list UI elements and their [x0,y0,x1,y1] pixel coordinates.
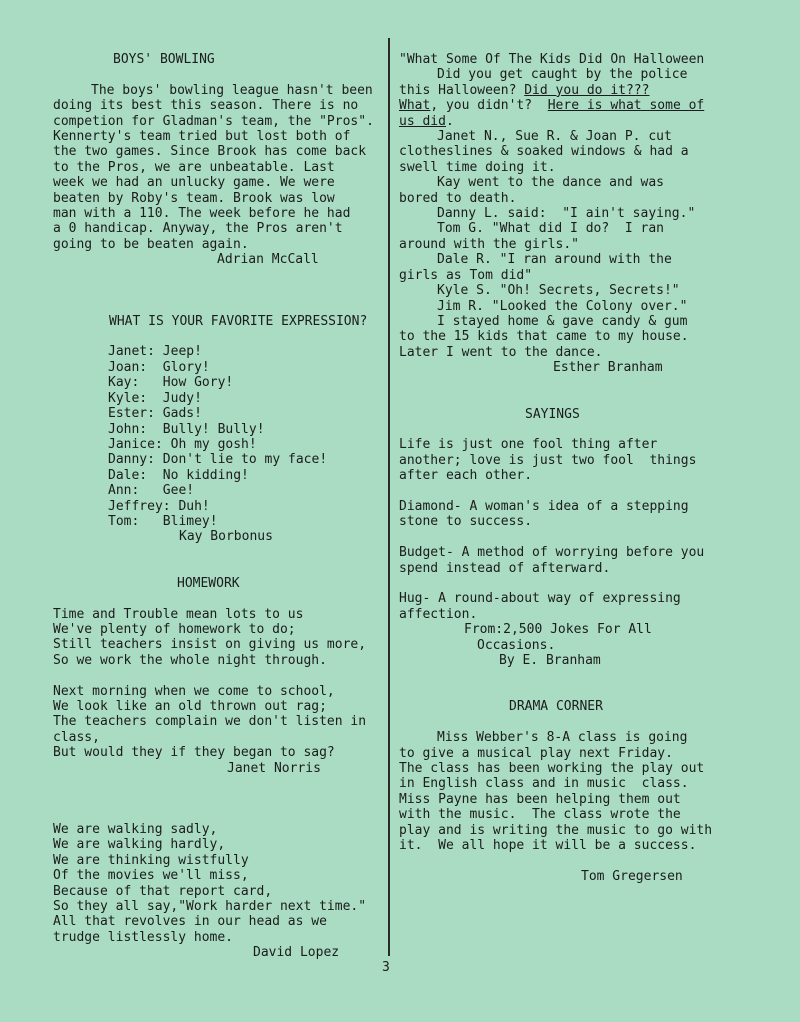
underlined-text: Did you do it??? [524,82,650,98]
list-item: Ester: Gads! [108,406,202,422]
text-line: Dale R. "I ran around with the [437,252,672,268]
text-line: Miss Payne has been helping them out [399,791,681,807]
text-line: this Halloween? Did you do it??? [399,82,650,98]
text-line: another; love is just two fool things [399,452,697,468]
text-line: to the Pros, we are unbeatable. Last [53,159,335,175]
byline: David Lopez [253,945,340,961]
text-line: Diamond- A woman's idea of a stepping [399,498,689,514]
poem-line: trudge listlessly home. [53,929,234,945]
left-column [53,52,383,961]
halloween-title: "What Some Of The Kids Did On Halloween [399,52,705,67]
underlined-text: Here is what some of [547,98,705,114]
poem-line: We are thinking wistfully [53,852,249,868]
drama-corner-title: DRAMA CORNER [509,699,603,715]
text-line: the two games. Since Brook has come back [53,144,367,160]
underlined-text: us did [399,113,446,129]
text-line: Budget- A method of worrying before you [399,545,705,561]
poem-line: The teachers complain we don't listen in [53,714,367,730]
poem-line: We are walking sadly, [53,822,218,837]
text-line: Kay went to the dance and was [437,175,664,191]
favorite-expression-title: WHAT IS YOUR FAVORITE EXPRESSION? [109,313,368,329]
text-line: The class has been working the play out [399,760,705,776]
source-line: From:2,500 Jokes For All [464,622,652,638]
list-item: Tom: Blimey! [108,513,218,529]
text-line: us did. [399,113,454,129]
boys-bowling-title: BOYS' BOWLING [113,52,215,67]
list-item: Dale: No kidding! [108,467,249,483]
column-divider [388,38,390,956]
poem-line: So they all say,"Work harder next time." [53,899,367,915]
text-line: Miss Webber's 8-A class is going [437,730,688,746]
text-line: week we had an unlucky game. We were [53,175,335,191]
list-item: Janet: Jeep! [108,344,202,360]
text-line: going to be beaten again. [53,236,249,252]
drama-corner-body [399,730,739,884]
underlined-text: What [399,98,431,114]
poem-line: Next morning when we come to school, [53,683,335,699]
halloween-body [399,67,739,375]
text-line: Danny L. said: "I ain't saying." [437,206,696,222]
text-line: Life is just one fool thing after [399,437,658,453]
list-item: Kay: How Gory! [108,375,234,391]
walking-poem [53,822,383,961]
list-item: Ann: Gee! [108,483,195,499]
text-line: bored to death. [399,190,517,206]
text-line: competion for Gladman's team, the "Pros". [53,113,374,129]
list-item: John: Bully! Bully! [108,421,265,437]
text-line: Janet N., Sue R. & Joan P. cut [437,129,672,145]
poem-line: All that revolves in our head as we [53,914,327,930]
poem-line: We look like an old thrown out rag; [53,698,327,714]
byline: Esther Branham [553,360,663,376]
text-line: around with the girls." [399,236,580,252]
favorite-expression-list [53,344,383,544]
list-item: Danny: Don't lie to my face! [108,452,328,468]
text-line: it. We all hope it will be a success. [399,838,697,854]
poem-line: class, [53,729,100,745]
page-number: 3 [382,960,390,975]
poem-line: We've plenty of homework to do; [53,621,296,637]
text-line: stone to success. [399,514,533,530]
text-line: play and is writing the music to go with [399,822,713,838]
homework-poem [53,607,383,776]
poem-line: Still teachers insist on giving us more, [53,637,367,653]
source-line: Occasions. [477,637,556,653]
list-item: Kyle: Judy! [108,390,202,406]
text-line: Kyle S. "Oh! Secrets, Secrets!" [437,283,680,299]
list-item: Jeffrey: Duh! [108,498,210,514]
list-item: Janice: Oh my gosh! [108,436,257,452]
text-line: Tom G. "What did I do? I ran [437,221,664,237]
text-line: swell time doing it. [399,159,556,175]
text-line: doing its best this season. There is no [53,98,359,114]
text-line: to the 15 kids that came to my house. [399,329,689,345]
text-line: Later I went to the dance. [399,344,603,360]
byline: Kay Borbonus [179,529,273,545]
text-line: Hug- A round-about way of expressing [399,591,681,607]
text-line: clotheslines & soaked windows & had a [399,144,689,160]
poem-line: Time and Trouble mean lots to us [53,606,304,622]
text-line: Jim R. "Looked the Colony over." [437,298,688,314]
text-line: The boys' bowling league hasn't been [91,82,373,98]
byline: Adrian McCall [217,252,319,268]
poem-line: Of the movies we'll miss, [53,868,249,884]
boys-bowling-body [53,83,383,268]
poem-line: Because of that report card, [53,883,273,899]
text-line: in English class and in music class. [399,776,689,792]
text-line: Did you get caught by the police [437,67,688,83]
byline: By E. Branham [499,652,601,668]
text-line: with the music. The class wrote the [399,807,681,823]
text-line: spend instead of afterward. [399,560,611,576]
sayings-body [399,437,739,668]
text-line: after each other. [399,468,533,484]
byline: Tom Gregersen [581,868,683,884]
text-line: affection. [399,606,478,622]
poem-line: So we work the whole night through. [53,652,327,668]
text-line: I stayed home & gave candy & gum [437,313,688,329]
text-line: Kennerty's team tried but lost both of [53,129,351,145]
text-line: man with a 110. The week before he had [53,206,351,222]
text-line: beaten by Roby's team. Brook was low [53,190,335,206]
text-line: What, you didn't? Here is what some of [399,98,705,114]
text-line: a 0 handicap. Anyway, the Pros aren't [53,221,343,237]
poem-line: We are walking hardly, [53,837,226,853]
homework-title: HOMEWORK [177,575,240,591]
text-line: girls as Tom did" [399,267,533,283]
text-line: to give a musical play next Friday. [399,745,673,761]
sayings-title: SAYINGS [525,406,580,422]
poem-line: But would they if they began to sag? [53,745,335,761]
right-column [399,52,739,884]
byline: Janet Norris [227,760,321,776]
list-item: Joan: Glory! [108,359,210,375]
